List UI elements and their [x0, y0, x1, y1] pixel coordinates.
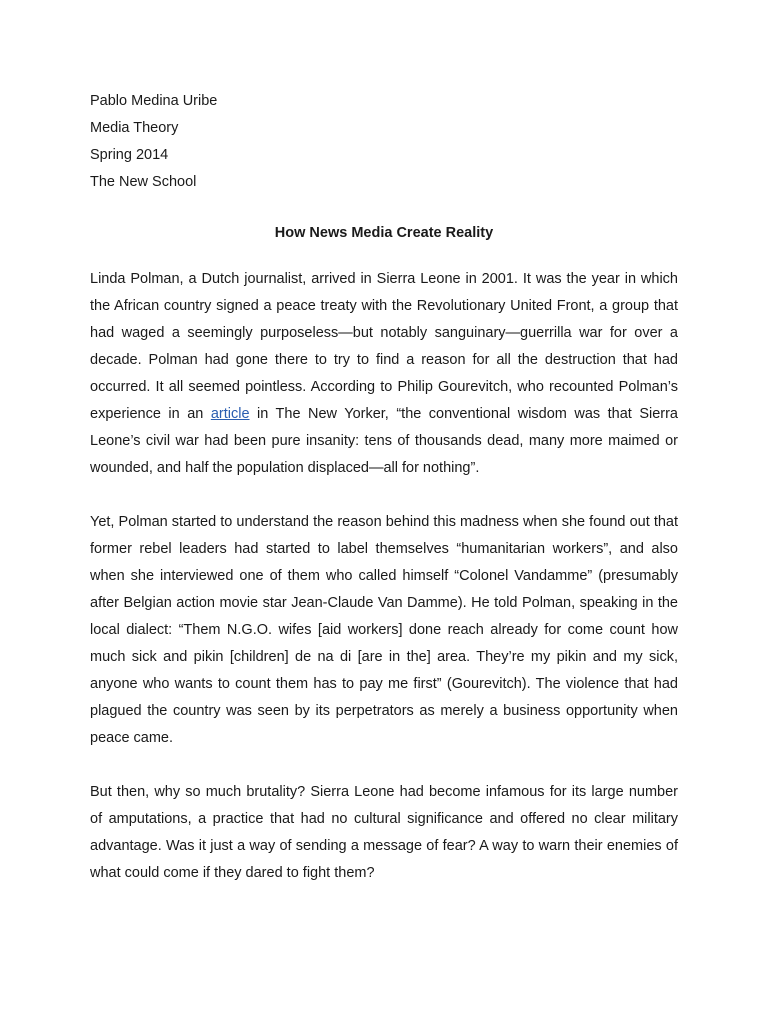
article-link[interactable]: article — [210, 406, 250, 422]
term: Spring 2014 — [90, 147, 169, 163]
paragraph-2: Yet, Polman started to understand the reason behind this madness when she found out that former rebel leaders had started to label themselves “humanitarian workers”, and also when she interviewed one of them who called himself “Colonel Vandamme” (presumably after Belgian action movie star Jean-Claude Van Damme). He told Polman, speaking in the local dialect: “Them N.G.O. wifes [aid workers] done reach already for come count how much sick and pikin [children] de na di [are in the] area. They’re my pikin and my sick, anyone who wants to count them has to pay me first” (Gourevitch). The violence that had plagued the country was seen by its perpetrators as merely a business opportunity when peace came. — [90, 514, 678, 746]
paragraph-3: But then, why so much brutality? Sierra Leone had become infamous for its large number of amputations, a practice that had no cultural significance and offered no clear military advantage. Was it just a way of sending a message of fear? A way to warn their enemies of what could come if they dared to fight them? — [90, 784, 678, 881]
school-name: The New School — [90, 174, 197, 190]
paragraph-1-text-before-link: Linda Polman, a Dutch journalist, arrived in Sierra Leone in 2001. It was the year in which the African country signed a peace treaty with the Revolutionary United Front, a group that had waged a seemingly purposeless—but notably sanguinary—guerrilla war for over a decade. Polman had gone there to try to find a reason for all the destruction that had occurred. It all seemed pointless. According to Philip Gourevitch, who recounted Polman’s experience in an — [90, 271, 678, 422]
document-title: How News Media Create Reality — [274, 225, 494, 241]
author-name: Pablo Medina Uribe — [90, 93, 218, 109]
paragraph-1-text-after-link: in The New Yorker, “the conventional wisdom was that Sierra Leone’s civil war had been pure insanity: tens of thousands dead, many more maimed or wounded, and half the population displaced—all for nothing”. — [90, 406, 678, 476]
document-page — [90, 88, 678, 887]
course-name: Media Theory — [90, 120, 179, 136]
paragraph-1 — [90, 266, 678, 482]
